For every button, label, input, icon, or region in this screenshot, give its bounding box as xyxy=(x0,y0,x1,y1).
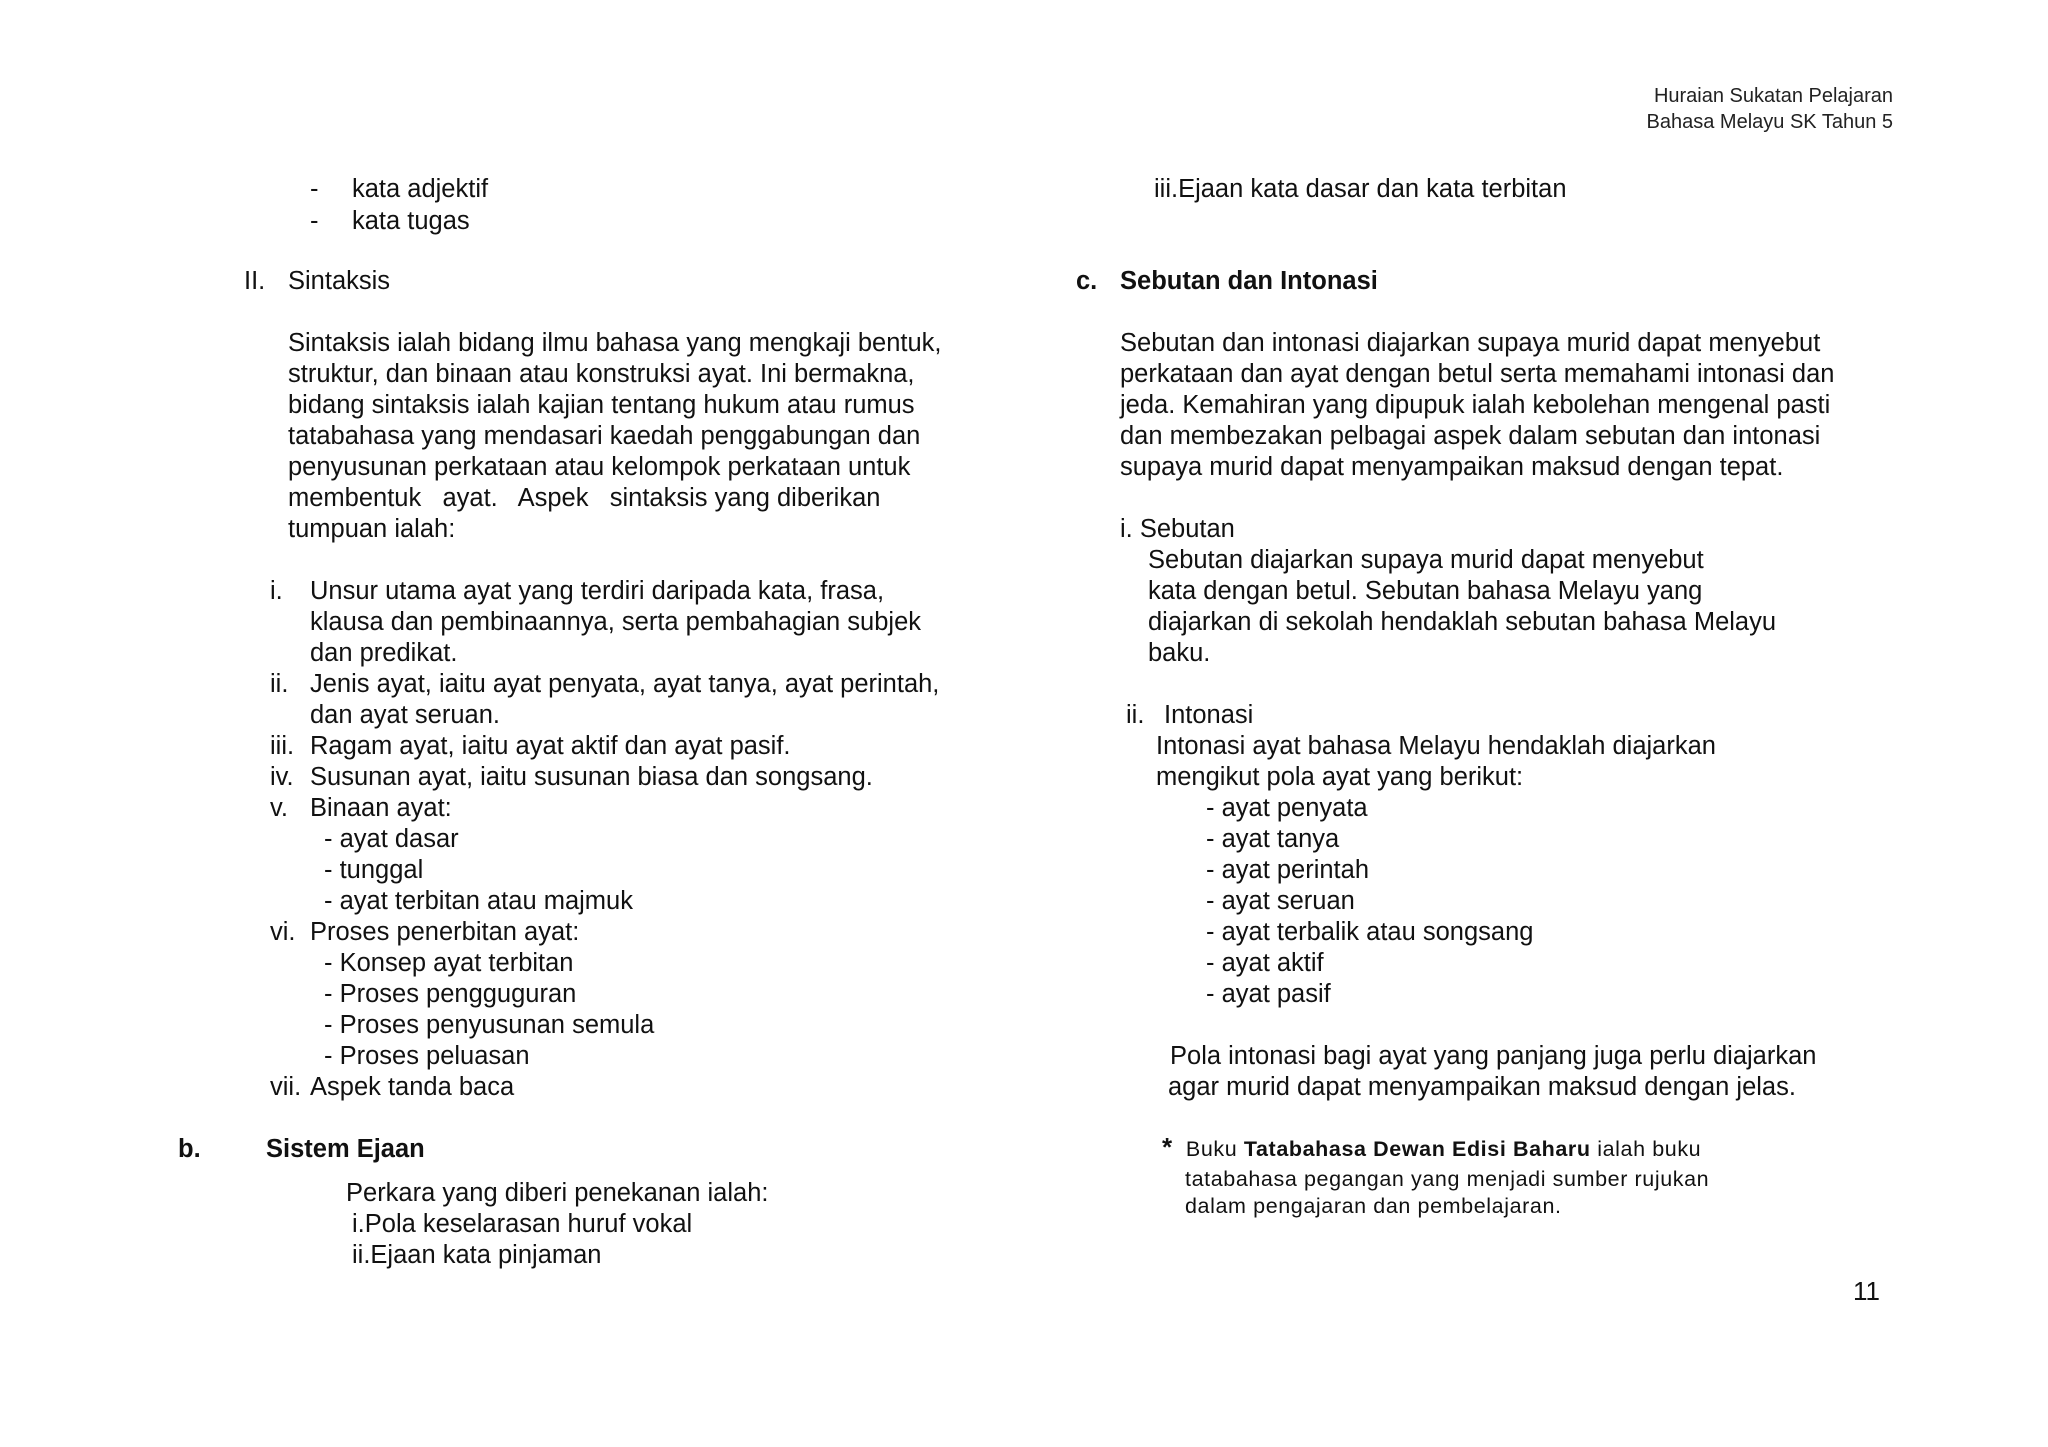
closing-line: Pola intonasi bagi ayat yang panjang juga perlu diajarkan xyxy=(1170,1042,1817,1070)
intonasi-line: mengikut pola ayat yang berikut: xyxy=(1156,763,1524,791)
paragraph-line: perkataan dan ayat dengan betul serta memahami intonasi dan xyxy=(1120,360,1835,388)
list-item: dan predikat. xyxy=(310,639,458,667)
sub-item: - Proses penyusunan semula xyxy=(324,1011,655,1039)
intonasi-item: - ayat perintah xyxy=(1206,856,1370,884)
ejaan-item: ii.Ejaan kata pinjaman xyxy=(352,1241,602,1269)
footnote-line: tatabahasa pegangan yang menjadi sumber rujukan xyxy=(1185,1167,1710,1191)
sebutan-line: baku. xyxy=(1148,639,1211,667)
ejaan-item: iii.Ejaan kata dasar dan kata terbitan xyxy=(1154,175,1567,203)
sebutan-line: kata dengan betul. Sebutan bahasa Melayu yang xyxy=(1148,577,1703,605)
footnote xyxy=(1162,1134,1701,1163)
list-item: Susunan ayat, iaitu susunan biasa dan songsang. xyxy=(310,763,873,791)
list-number: i. xyxy=(270,577,283,605)
list-item: Unsur utama ayat yang terdiri daripada kata, frasa, xyxy=(310,577,885,605)
list-item: Binaan ayat: xyxy=(310,794,452,822)
list-number: ii. xyxy=(270,670,289,698)
section-heading-sebutan: Sebutan dan Intonasi xyxy=(1120,267,1378,295)
sub-item: - tunggal xyxy=(324,856,424,884)
paragraph-line: penyusunan perkataan atau kelompok perkataan untuk xyxy=(288,453,911,481)
sub-item: - Proses peluasan xyxy=(324,1042,530,1070)
intonasi-line: Intonasi ayat bahasa Melayu hendaklah diajarkan xyxy=(1156,732,1716,760)
list-number: vi. xyxy=(270,918,296,946)
ejaan-intro: Perkara yang diberi penekanan ialah: xyxy=(346,1179,769,1207)
sub-item: - Konsep ayat terbitan xyxy=(324,949,574,977)
word-type-bullet: - xyxy=(310,207,319,235)
paragraph-line: jeda. Kemahiran yang dipupuk ialah kebolehan mengenal pasti xyxy=(1120,391,1831,419)
intonasi-item: - ayat penyata xyxy=(1206,794,1368,822)
section-heading-ejaan: Sistem Ejaan xyxy=(266,1135,425,1163)
list-item: Proses penerbitan ayat: xyxy=(310,918,580,946)
intonasi-item: - ayat pasif xyxy=(1206,980,1331,1008)
word-type-item: kata adjektif xyxy=(352,175,489,203)
footnote-rest: ialah buku xyxy=(1597,1137,1702,1161)
intonasi-item: - ayat tanya xyxy=(1206,825,1340,853)
list-item: Aspek tanda baca xyxy=(310,1073,515,1101)
sebutan-paragraph xyxy=(1120,328,1888,483)
footnote-star: * xyxy=(1162,1132,1173,1162)
section-letter: b. xyxy=(178,1135,201,1163)
list-item: Jenis ayat, iaitu ayat penyata, ayat tanya, ayat perintah, xyxy=(310,670,940,698)
list-item: klausa dan pembinaannya, serta pembahagian subjek xyxy=(310,608,922,636)
paragraph-line: tumpuan ialah: xyxy=(288,515,456,543)
section-letter: c. xyxy=(1076,267,1098,295)
header-subtitle: Bahasa Melayu SK Tahun 5 xyxy=(1646,111,1893,133)
footnote-book-title: Tatabahasa Dewan Edisi Baharu xyxy=(1243,1137,1591,1161)
list-number: iv. xyxy=(270,763,294,791)
footnote-line: dalam pengajaran dan pembelajaran. xyxy=(1185,1194,1562,1218)
list-number: iii. xyxy=(270,732,295,760)
subsection-heading-intonasi: Intonasi xyxy=(1164,701,1254,729)
paragraph-line: Sebutan dan intonasi diajarkan supaya murid dapat menyebut xyxy=(1120,329,1821,357)
word-type-bullet: - xyxy=(310,175,319,203)
sintaksis-paragraph xyxy=(288,328,988,545)
section-numeral: II. xyxy=(244,267,266,295)
paragraph-line: dan membezakan pelbagai aspek dalam sebutan dan intonasi xyxy=(1120,422,1821,450)
subsection-heading-sebutan: i. Sebutan xyxy=(1120,515,1235,543)
closing-line: agar murid dapat menyampaikan maksud dengan jelas. xyxy=(1168,1073,1796,1101)
list-number: v. xyxy=(270,794,288,822)
list-item: dan ayat seruan. xyxy=(310,701,500,729)
paragraph-line: bidang sintaksis ialah kajian tentang hukum atau rumus xyxy=(288,391,915,419)
sub-item: - Proses pengguguran xyxy=(324,980,577,1008)
header-title: Huraian Sukatan Pelajaran xyxy=(1653,85,1893,107)
paragraph-line: struktur, dan binaan atau konstruksi ayat. Ini bermakna, xyxy=(288,360,915,388)
page-number: 11 xyxy=(1853,1276,1880,1306)
list-item: Ragam ayat, iaitu ayat aktif dan ayat pasif. xyxy=(310,732,791,760)
paragraph-line: membentuk ayat. Aspek sintaksis yang diberikan xyxy=(288,484,881,512)
intonasi-item: - ayat terbalik atau songsang xyxy=(1206,918,1534,946)
paragraph-line: Sintaksis ialah bidang ilmu bahasa yang mengkaji bentuk, xyxy=(288,329,942,357)
paragraph-line: supaya murid dapat menyampaikan maksud dengan tepat. xyxy=(1120,453,1784,481)
paragraph-line: tatabahasa yang mendasari kaedah penggabungan dan xyxy=(288,422,921,450)
footnote-prefix: Buku xyxy=(1185,1137,1238,1161)
list-number: vii. xyxy=(270,1073,302,1101)
intonasi-item: - ayat aktif xyxy=(1206,949,1324,977)
sebutan-line: Sebutan diajarkan supaya murid dapat menyebut xyxy=(1148,546,1704,574)
sebutan-line: diajarkan di sekolah hendaklah sebutan bahasa Melayu xyxy=(1148,608,1777,636)
ejaan-item: i.Pola keselarasan huruf vokal xyxy=(352,1210,693,1238)
intonasi-item: - ayat seruan xyxy=(1206,887,1355,915)
word-type-item: kata tugas xyxy=(352,207,470,235)
sub-item: - ayat dasar xyxy=(324,825,459,853)
section-heading-sintaksis: Sintaksis xyxy=(288,267,391,295)
sub-item: - ayat terbitan atau majmuk xyxy=(324,887,633,915)
subsection-number: ii. xyxy=(1126,701,1145,729)
